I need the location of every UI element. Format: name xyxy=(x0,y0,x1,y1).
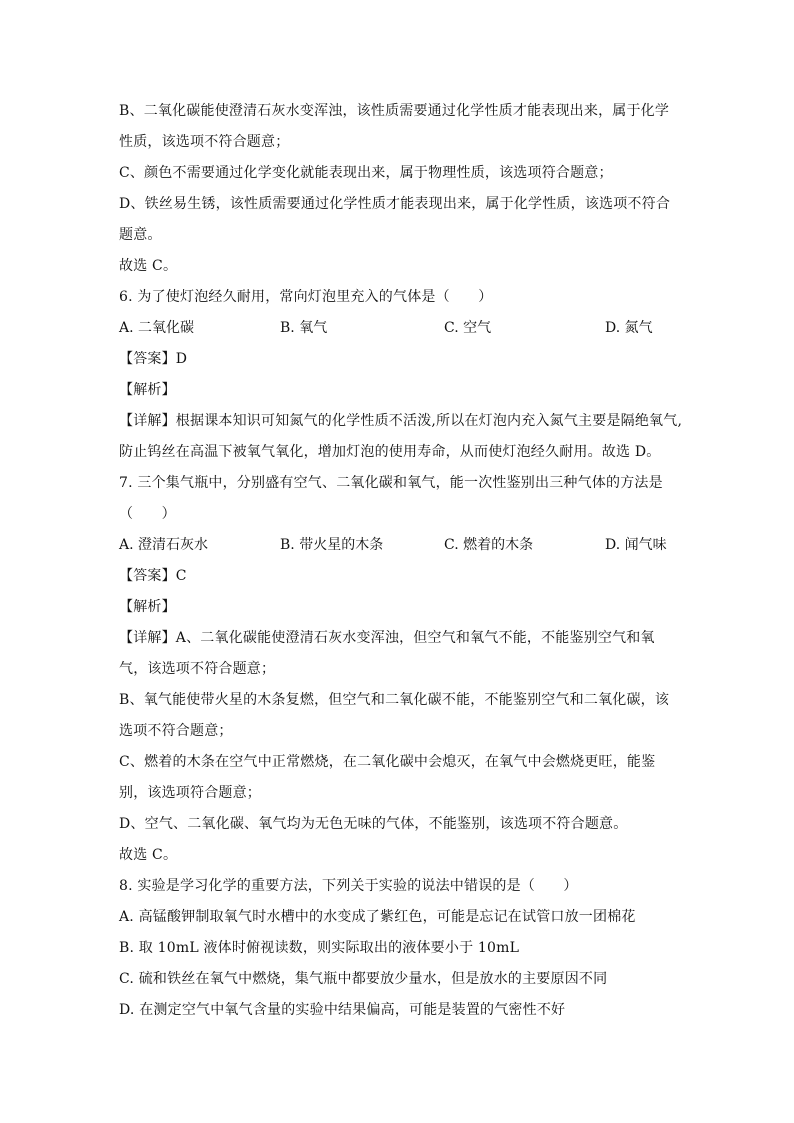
q5-analysis-line: B、二氧化碳能使澄清石灰水变浑浊，该性质需要通过化学性质才能表现出来，属于化学 xyxy=(119,103,670,119)
q7-stem-line: 7. 三个集气瓶中，分别盛有空气、二氧化碳和氧气，能一次性鉴别出三种气体的方法是 xyxy=(119,475,663,491)
q5-analysis-line: D、铁丝易生锈，该性质需要通过化学性质才能表现出来，属于化学性质，该选项不符合 xyxy=(119,196,671,212)
q7-conclusion: 故选 C。 xyxy=(119,847,178,863)
q8-option-a: A. 高锰酸钾制取氧气时水槽中的水变成了紫红色，可能是忘记在试管口放一团棉花 xyxy=(119,909,636,925)
q6-option-c: C. 空气 xyxy=(444,320,492,336)
q7-detail-line: 别，该选项符合题意； xyxy=(119,785,261,801)
q8-option-d: D. 在测定空气中氧气含量的实验中结果偏高，可能是装置的气密性不好 xyxy=(119,1002,566,1018)
q6-stem: 6. 为了使灯泡经久耐用，常向灯泡里充入的气体是（ ） xyxy=(119,289,493,305)
q6-options xyxy=(119,313,684,344)
q7-option-d: D. 闻气味 xyxy=(605,537,667,553)
q6-analysis-header: 【解析】 xyxy=(119,382,176,398)
q6-answer: 【答案】D xyxy=(119,351,188,367)
q7-options xyxy=(119,530,684,561)
q7-detail-line: 【详解】A、二氧化碳能使澄清石灰水变浑浊，但空气和氧气不能，不能鉴别空气和氧 xyxy=(119,630,655,646)
q8-option-b: B. 取 10mL 液体时俯视读数，则实际取出的液体要小于 10mL xyxy=(119,940,520,956)
page-content xyxy=(119,96,684,1026)
q5-analysis-line: C、颜色不需要通过化学变化就能表现出来，属于物理性质，该选项符合题意； xyxy=(119,165,613,181)
q8-stem: 8. 实验是学习化学的重要方法，下列关于实验的说法中错误的是（ ） xyxy=(119,878,578,894)
q7-detail-line: 气，该选项不符合题意； xyxy=(119,661,276,677)
q7-stem-line: （ ） xyxy=(119,506,176,522)
q7-answer: 【答案】C xyxy=(119,568,187,584)
q6-detail-line: 防止钨丝在高温下被氧气氧化，增加灯泡的使用寿命，从而使灯泡经久耐用。故选 D。 xyxy=(119,444,661,460)
q7-detail-line: D、空气、二氧化碳、氧气均为无色无味的气体，不能鉴别，该选项不符合题意。 xyxy=(119,816,628,832)
q6-detail-line: 【详解】根据课本知识可知氮气的化学性质不活泼,所以在灯泡内充入氮气主要是隔绝氧气, xyxy=(119,413,683,429)
q7-analysis-header: 【解析】 xyxy=(119,599,176,615)
q5-analysis-line: 题意。 xyxy=(119,227,162,243)
q7-option-a: A. 澄清石灰水 xyxy=(119,537,209,553)
q6-option-d: D. 氮气 xyxy=(605,320,653,336)
q8-option-c: C. 硫和铁丝在氧气中燃烧，集气瓶中都要放少量水，但是放水的主要原因不同 xyxy=(119,971,608,987)
q5-analysis-line: 性质，该选项不符合题意； xyxy=(119,134,290,150)
q7-detail-line: C、燃着的木条在空气中正常燃烧，在二氧化碳中会熄灭，在氧气中会燃烧更旺，能鉴 xyxy=(119,754,656,770)
q7-detail-line: 选项不符合题意； xyxy=(119,723,233,739)
q6-option-a: A. 二氧化碳 xyxy=(119,320,195,336)
q5-conclusion: 故选 C。 xyxy=(119,258,178,274)
q7-option-c: C. 燃着的木条 xyxy=(444,537,534,553)
q7-option-b: B. 带火星的木条 xyxy=(280,537,384,553)
q7-detail-line: B、氧气能使带火星的木条复燃，但空气和二氧化碳不能，不能鉴别空气和二氧化碳，该 xyxy=(119,692,670,708)
q6-option-b: B. 氧气 xyxy=(280,320,328,336)
